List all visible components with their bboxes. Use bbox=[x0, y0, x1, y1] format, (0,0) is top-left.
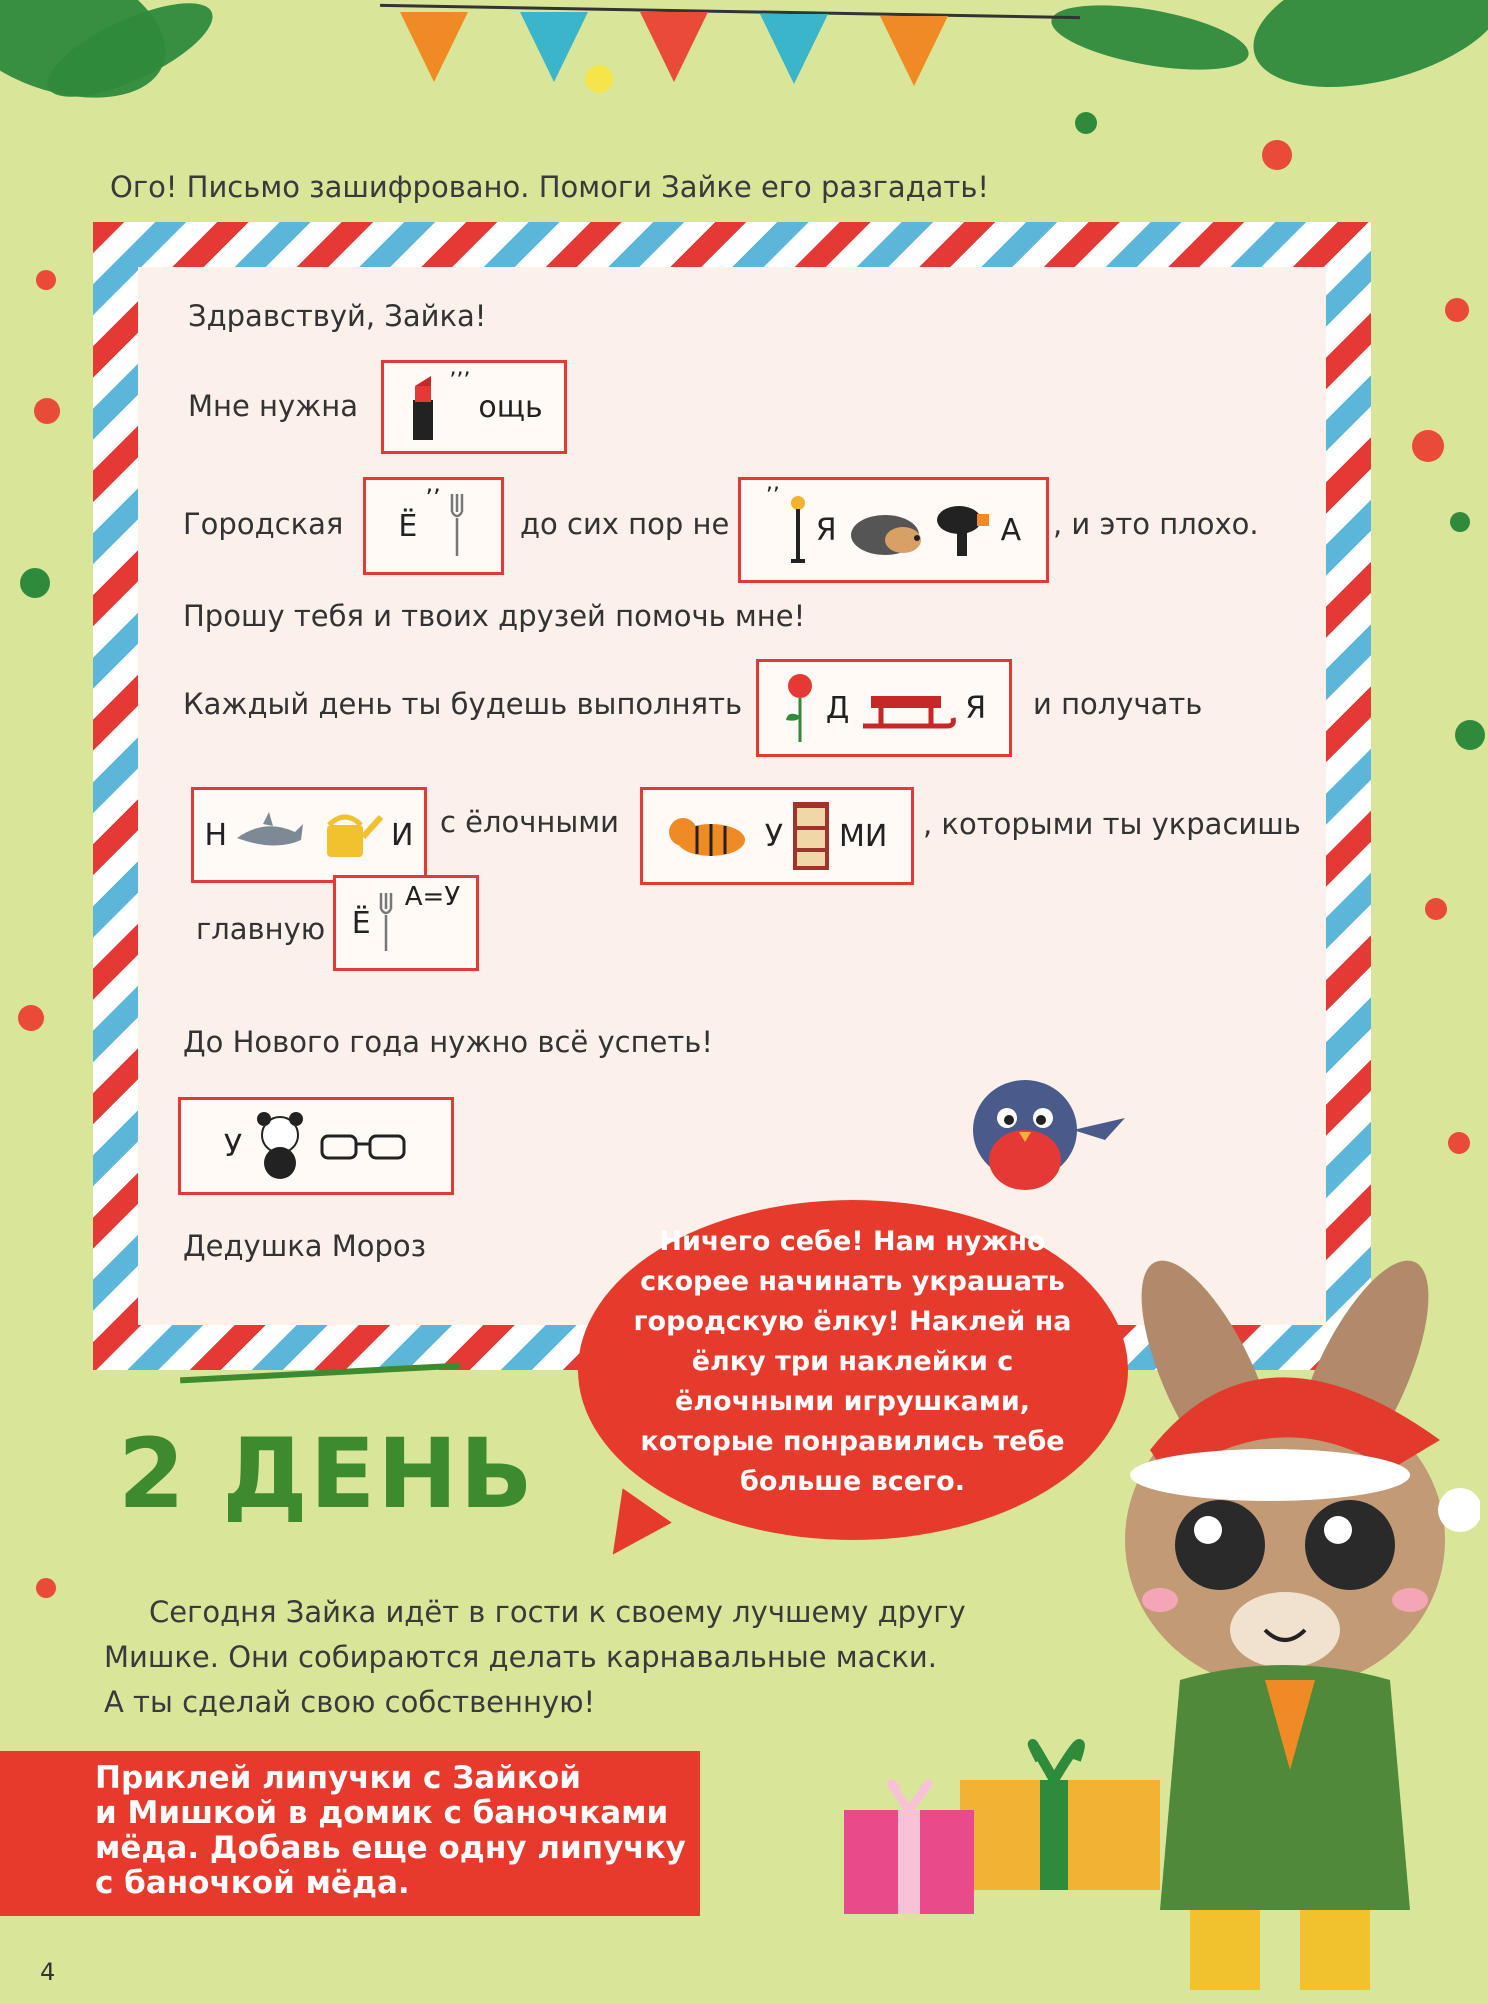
letter-line-6a: главную bbox=[196, 912, 326, 946]
letter-line-2a: Городская bbox=[183, 507, 344, 541]
rebus-shark: Н И bbox=[191, 787, 427, 883]
letter-line-1: Мне нужна bbox=[188, 389, 359, 423]
lipstick-icon bbox=[405, 372, 441, 442]
bullfinch-icon bbox=[955, 1060, 1135, 1214]
letter-line-2b: до сих пор не bbox=[520, 507, 730, 541]
letter-line-5a: с ёлочными bbox=[440, 805, 619, 839]
section-title: 2 ДЕНЬ bbox=[118, 1418, 535, 1530]
letter-envelope bbox=[93, 222, 1371, 1370]
letter-line-4a: Каждый день ты будешь выполнять bbox=[183, 687, 743, 721]
page-number: 4 bbox=[40, 1958, 56, 1986]
rebus-tiger: У МИ bbox=[640, 787, 914, 885]
task-banner: Приклей липучки с Зайкой и Мишкой в домик с баночками мёда. Добавь еще одну липучку с баночкой мёда. bbox=[0, 1751, 700, 1916]
hedgehog-icon bbox=[845, 500, 925, 560]
letter-line-5b: , которыми ты украсишь bbox=[923, 807, 1301, 841]
intro-text: Ого! Письмо зашифровано. Помоги Зайке его разгадать! bbox=[110, 170, 990, 204]
letter-line-3: Прошу тебя и твоих друзей помочь мне! bbox=[183, 599, 806, 633]
watering-can-icon bbox=[313, 807, 383, 863]
rebus-panda: У bbox=[178, 1097, 454, 1195]
tiger-icon bbox=[667, 806, 757, 866]
hairdryer-icon bbox=[933, 500, 993, 560]
letter-line-2c: , и это плохо. bbox=[1053, 507, 1259, 541]
rose-icon bbox=[782, 672, 818, 744]
rebus-fork: Ё ’’ bbox=[363, 477, 504, 575]
shark-icon bbox=[235, 810, 305, 860]
bookshelf-icon bbox=[791, 800, 831, 872]
rebus-lipstick-text: ощь bbox=[478, 389, 543, 425]
letter-line-4b: и получать bbox=[1033, 687, 1203, 721]
rebus-lipstick: ’’’ ощь bbox=[381, 360, 567, 454]
sled-icon bbox=[857, 676, 957, 740]
letter-line-7: До Нового года нужно всё успеть! bbox=[183, 1025, 714, 1059]
bunny-icon bbox=[1060, 1210, 1480, 2004]
rebus-hedgehog: ’’ Я А bbox=[738, 477, 1049, 583]
fork-icon bbox=[379, 893, 397, 953]
panda-icon bbox=[250, 1111, 310, 1181]
rebus-fork-2: Ё А=У bbox=[333, 875, 479, 971]
fork-icon bbox=[449, 494, 469, 558]
microphone-icon bbox=[788, 495, 808, 565]
speech-bubble-text: Ничего себе! Нам нужно скорее начинать украшать городскую ёлку! Наклей на ёлку три наклейки с ёлочными игрушками, которые понравились тебе больше всего. bbox=[633, 1226, 1072, 1497]
letter-paper bbox=[138, 267, 1326, 1325]
glasses-icon bbox=[318, 1126, 408, 1166]
rebus-sled: Д Я bbox=[756, 659, 1012, 757]
letter-signature: Дедушка Мороз bbox=[183, 1229, 427, 1263]
body-text: Сегодня Зайка идёт в гости к своему лучшему другу Мишке. Они собираются делать карнавальные маски. А ты сделай свою собственную! bbox=[104, 1595, 966, 1719]
letter-greeting: Здравствуй, Зайка! bbox=[188, 299, 487, 333]
